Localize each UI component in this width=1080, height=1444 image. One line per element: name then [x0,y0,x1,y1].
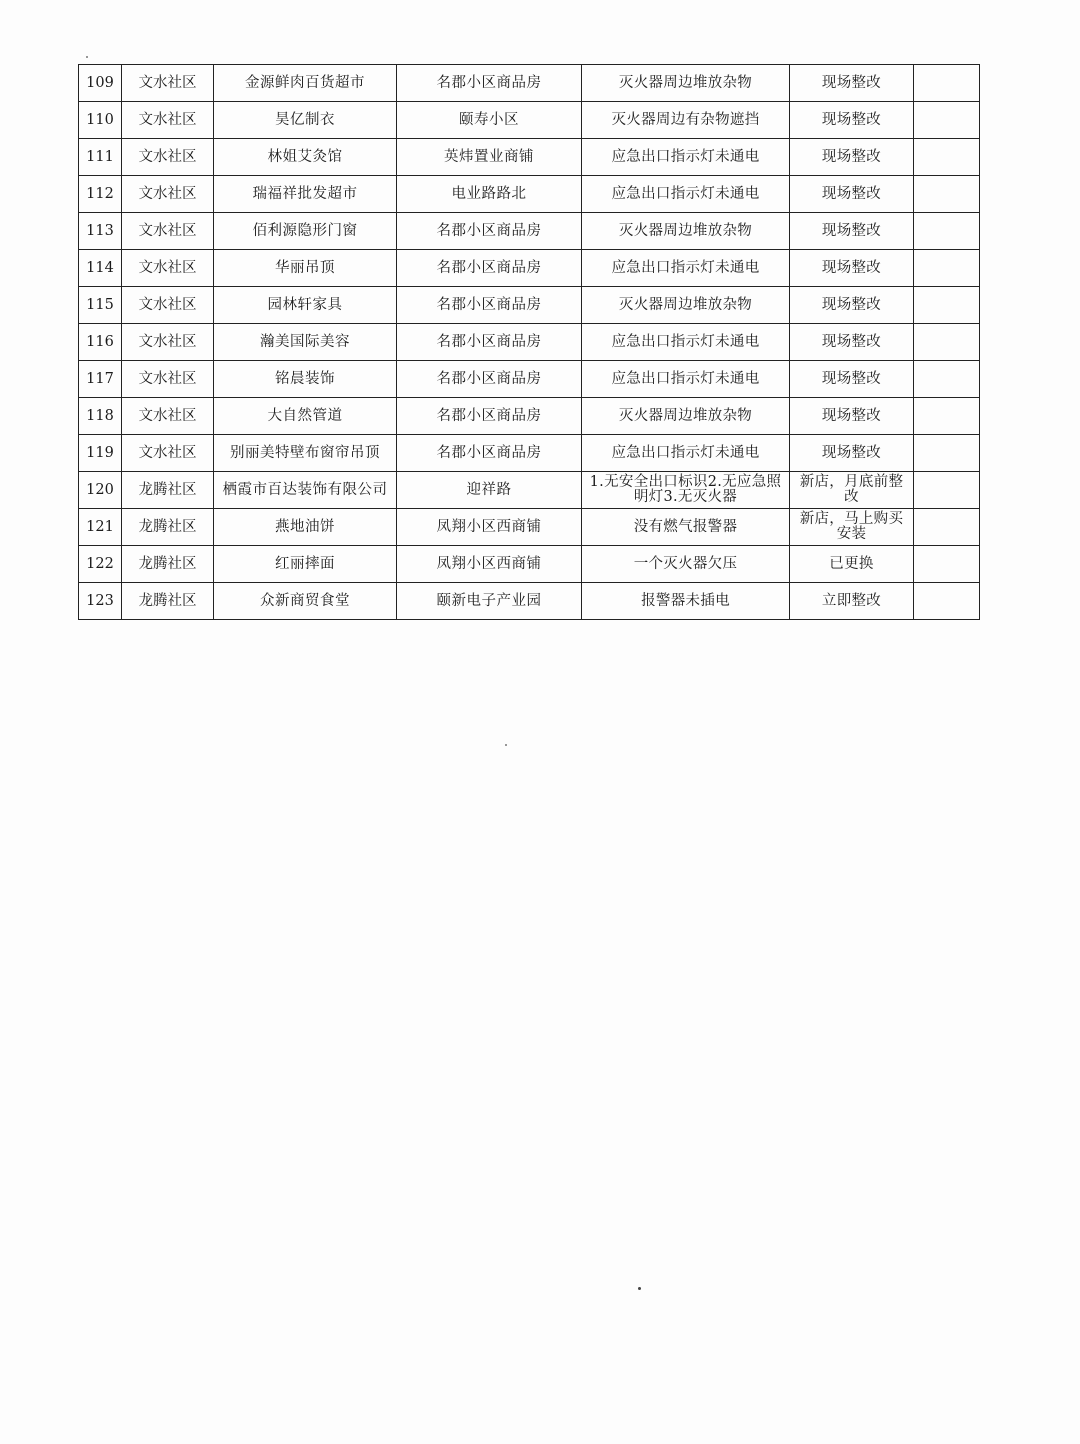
issue-cell: 应急出口指示灯未通电 [582,250,790,287]
remark-cell [914,546,980,583]
remark-cell [914,250,980,287]
remark-cell [914,361,980,398]
rectification-cell: 现场整改 [790,213,914,250]
remark-cell [914,398,980,435]
community-cell: 文水社区 [122,176,214,213]
table-row [79,324,980,361]
community-cell: 文水社区 [122,102,214,139]
address-cell: 颐寿小区 [397,102,582,139]
table-row [79,250,980,287]
address-cell: 迎祥路 [397,472,582,509]
inspection-table [78,64,980,620]
table-row [79,176,980,213]
table-row [79,435,980,472]
rectification-cell: 现场整改 [790,102,914,139]
community-cell: 龙腾社区 [122,472,214,509]
issue-cell: 灭火器周边堆放杂物 [582,213,790,250]
community-cell: 文水社区 [122,324,214,361]
row-number: 119 [79,435,122,472]
rectification-cell: 立即整改 [790,583,914,620]
remark-cell [914,472,980,509]
address-cell: 电业路路北 [397,176,582,213]
business-name-cell: 金源鲜肉百货超市 [214,65,397,102]
remark-cell [914,435,980,472]
community-cell: 文水社区 [122,287,214,324]
row-number: 109 [79,65,122,102]
table-row [79,509,980,546]
issue-cell: 灭火器周边堆放杂物 [582,398,790,435]
rectification-cell: 新店，月底前整改 [790,472,914,509]
remark-cell [914,213,980,250]
address-cell: 名郡小区商品房 [397,324,582,361]
table-row [79,361,980,398]
address-cell: 名郡小区商品房 [397,398,582,435]
business-name-cell: 瑞福祥批发超市 [214,176,397,213]
rectification-cell: 已更换 [790,546,914,583]
rectification-cell: 现场整改 [790,361,914,398]
row-number: 112 [79,176,122,213]
address-cell: 名郡小区商品房 [397,287,582,324]
table-row [79,213,980,250]
scan-speck [505,744,507,746]
address-cell: 名郡小区商品房 [397,435,582,472]
row-number: 110 [79,102,122,139]
business-name-cell: 昊亿制衣 [214,102,397,139]
row-number: 113 [79,213,122,250]
table-row [79,583,980,620]
rectification-cell: 现场整改 [790,324,914,361]
row-number: 111 [79,139,122,176]
table-row [79,139,980,176]
row-number: 117 [79,361,122,398]
rectification-cell: 现场整改 [790,250,914,287]
community-cell: 龙腾社区 [122,583,214,620]
issue-cell: 没有燃气报警器 [582,509,790,546]
remark-cell [914,139,980,176]
row-number: 114 [79,250,122,287]
row-number: 116 [79,324,122,361]
business-name-cell: 红丽摔面 [214,546,397,583]
business-name-cell: 华丽吊顶 [214,250,397,287]
rectification-cell: 现场整改 [790,398,914,435]
row-number: 118 [79,398,122,435]
address-cell: 凤翔小区西商铺 [397,546,582,583]
issue-cell: 1.无安全出口标识2.无应急照明灯3.无灭火器 [582,472,790,509]
row-number: 121 [79,509,122,546]
issue-cell: 灭火器周边有杂物遮挡 [582,102,790,139]
row-number: 115 [79,287,122,324]
remark-cell [914,583,980,620]
table-row [79,287,980,324]
rectification-cell: 现场整改 [790,287,914,324]
issue-cell: 应急出口指示灯未通电 [582,435,790,472]
remark-cell [914,509,980,546]
community-cell: 龙腾社区 [122,546,214,583]
issue-cell: 应急出口指示灯未通电 [582,324,790,361]
table-row [79,472,980,509]
remark-cell [914,65,980,102]
issue-cell: 应急出口指示灯未通电 [582,139,790,176]
address-cell: 名郡小区商品房 [397,250,582,287]
table-row [79,65,980,102]
remark-cell [914,102,980,139]
rectification-cell: 现场整改 [790,139,914,176]
table-row [79,546,980,583]
business-name-cell: 燕地油饼 [214,509,397,546]
address-cell: 凤翔小区西商铺 [397,509,582,546]
community-cell: 文水社区 [122,435,214,472]
community-cell: 文水社区 [122,250,214,287]
business-name-cell: 铭晨装饰 [214,361,397,398]
business-name-cell: 别丽美特壁布窗帘吊顶 [214,435,397,472]
community-cell: 文水社区 [122,361,214,398]
business-name-cell: 大自然管道 [214,398,397,435]
rectification-cell: 现场整改 [790,65,914,102]
row-number: 120 [79,472,122,509]
address-cell: 英炜置业商铺 [397,139,582,176]
business-name-cell: 园林轩家具 [214,287,397,324]
address-cell: 名郡小区商品房 [397,65,582,102]
scan-speck [638,1287,641,1290]
rectification-cell: 现场整改 [790,176,914,213]
rectification-cell: 现场整改 [790,435,914,472]
issue-cell: 应急出口指示灯未通电 [582,361,790,398]
issue-cell: 灭火器周边堆放杂物 [582,65,790,102]
row-number: 123 [79,583,122,620]
rectification-cell: 新店，马上购买安装 [790,509,914,546]
table-row [79,102,980,139]
scan-speck [86,56,88,58]
address-cell: 名郡小区商品房 [397,361,582,398]
business-name-cell: 林姐艾灸馆 [214,139,397,176]
community-cell: 文水社区 [122,398,214,435]
business-name-cell: 栖霞市百达装饰有限公司 [214,472,397,509]
issue-cell: 一个灭火器欠压 [582,546,790,583]
address-cell: 颐新电子产业园 [397,583,582,620]
issue-cell: 灭火器周边堆放杂物 [582,287,790,324]
issue-cell: 报警器未插电 [582,583,790,620]
community-cell: 文水社区 [122,65,214,102]
row-number: 122 [79,546,122,583]
issue-cell: 应急出口指示灯未通电 [582,176,790,213]
table-row [79,398,980,435]
remark-cell [914,176,980,213]
community-cell: 龙腾社区 [122,509,214,546]
address-cell: 名郡小区商品房 [397,213,582,250]
remark-cell [914,287,980,324]
business-name-cell: 佰利源隐形门窗 [214,213,397,250]
remark-cell [914,324,980,361]
community-cell: 文水社区 [122,213,214,250]
table-body [79,65,980,620]
business-name-cell: 瀚美国际美容 [214,324,397,361]
community-cell: 文水社区 [122,139,214,176]
business-name-cell: 众新商贸食堂 [214,583,397,620]
